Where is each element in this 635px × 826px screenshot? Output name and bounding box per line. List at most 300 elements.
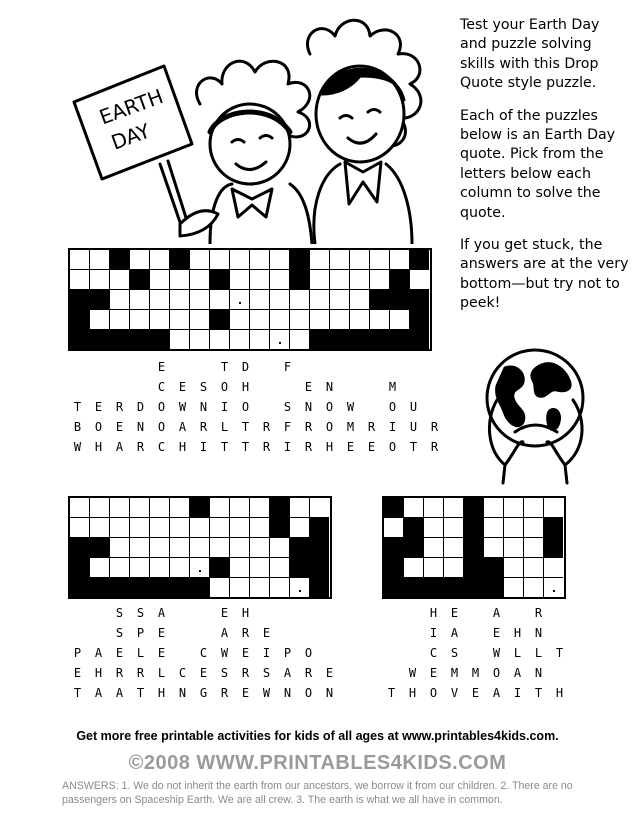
letter-choice: N	[136, 420, 145, 434]
grid-answer-cell[interactable]	[150, 270, 170, 290]
grid-answer-cell[interactable]	[190, 558, 210, 578]
grid-answer-cell[interactable]	[524, 498, 544, 518]
grid-answer-cell[interactable]	[170, 330, 190, 349]
letter-choice: H	[241, 380, 250, 394]
grid-answer-cell[interactable]	[150, 558, 170, 578]
letter-choice: O	[157, 420, 166, 434]
grid-answer-cell[interactable]	[130, 310, 150, 330]
letter-choice: R	[115, 400, 124, 414]
grid-answer-cell[interactable]	[250, 310, 270, 330]
grid-block-cell	[190, 498, 210, 518]
grid-answer-cell[interactable]	[230, 270, 250, 290]
grid-answer-cell[interactable]	[444, 538, 464, 558]
grid-block-cell	[110, 330, 130, 349]
letter-choice	[67, 606, 88, 620]
letter-choice: O	[325, 420, 334, 434]
letter-choice	[361, 360, 382, 374]
grid-answer-cell[interactable]	[210, 518, 230, 538]
letter-choice: H	[178, 440, 187, 454]
grid-answer-cell[interactable]	[170, 310, 190, 330]
grid-answer-cell[interactable]	[424, 518, 444, 538]
letter-choice: U	[409, 420, 418, 434]
grid-block-cell	[464, 558, 484, 578]
grid-answer-cell[interactable]	[350, 270, 370, 290]
letter-choice: E	[94, 400, 103, 414]
grid-block-cell	[464, 538, 484, 558]
letter-choice: T	[555, 646, 564, 660]
letter-choice: E	[325, 666, 334, 680]
grid-answer-cell[interactable]	[424, 558, 444, 578]
letter-choice	[88, 626, 109, 640]
letter-choice	[172, 646, 193, 660]
sign-text-line2: DAY	[107, 118, 154, 155]
letter-choice	[172, 626, 193, 640]
grid-answer-cell[interactable]	[270, 290, 290, 310]
letter-choice: R	[534, 606, 543, 620]
letter-choice: A	[283, 666, 292, 680]
letter-choice	[193, 606, 214, 620]
grid-answer-cell[interactable]	[444, 498, 464, 518]
letter-choice	[381, 606, 402, 620]
letter-choice: T	[387, 686, 396, 700]
grid-answer-cell[interactable]	[250, 330, 270, 349]
letter-choice	[381, 646, 402, 660]
grid-answer-cell[interactable]	[170, 518, 190, 538]
letter-choice: T	[241, 420, 250, 434]
intro-paragraph-2: Each of the puzzles below is an Earth Day quote. Pick from the letters below each column to solve the quote.	[460, 107, 616, 221]
grid-answer-cell[interactable]	[504, 538, 524, 558]
grid-answer-cell[interactable]	[250, 290, 270, 310]
grid-answer-cell[interactable]	[484, 498, 504, 518]
grid-block-cell	[350, 330, 370, 349]
grid-block-cell	[384, 578, 404, 597]
letter-choice: N	[534, 626, 543, 640]
grid-answer-cell[interactable]	[270, 558, 290, 578]
letter-choice	[403, 380, 424, 394]
grid-answer-cell[interactable]	[130, 250, 150, 270]
grid-answer-cell[interactable]	[110, 310, 130, 330]
grid-answer-cell[interactable]	[190, 538, 210, 558]
letter-choice: I	[220, 400, 229, 414]
letter-choice: R	[199, 420, 208, 434]
grid-answer-cell[interactable]	[330, 250, 350, 270]
grid-answer-cell[interactable]	[150, 310, 170, 330]
grid-block-cell	[404, 578, 424, 597]
letter-choice: R	[262, 440, 271, 454]
grid-block-cell	[384, 558, 404, 578]
letter-choice: A	[178, 420, 187, 434]
grid-answer-cell[interactable]	[90, 250, 110, 270]
grid-answer-cell[interactable]	[350, 310, 370, 330]
letter-row	[67, 623, 340, 643]
letter-choice: N	[325, 686, 334, 700]
letter-choice: O	[304, 646, 313, 660]
letter-row	[381, 603, 570, 623]
grid-answer-cell[interactable]	[504, 578, 524, 597]
letter-choice: R	[430, 420, 439, 434]
grid-answer-cell[interactable]	[70, 518, 90, 538]
letter-choice: R	[136, 666, 145, 680]
grid-answer-cell[interactable]	[484, 538, 504, 558]
grid-answer-cell[interactable]	[90, 498, 110, 518]
grid-block-cell	[544, 538, 563, 558]
letter-choice: T	[220, 360, 229, 374]
grid-answer-cell[interactable]	[250, 250, 270, 270]
letter-choice: E	[157, 646, 166, 660]
grid-answer-cell[interactable]	[544, 578, 563, 597]
letter-choice: L	[157, 666, 166, 680]
grid-answer-cell[interactable]	[270, 310, 290, 330]
puzzle-grid	[382, 496, 566, 599]
grid-answer-cell[interactable]	[424, 538, 444, 558]
grid-block-cell	[70, 310, 90, 330]
grid-block-cell	[310, 558, 329, 578]
grid-answer-cell[interactable]	[110, 538, 130, 558]
letter-choice: E	[178, 380, 187, 394]
grid-answer-cell[interactable]	[130, 498, 150, 518]
letter-choice: O	[157, 400, 166, 414]
letter-choice	[319, 626, 340, 640]
grid-answer-cell[interactable]	[330, 310, 350, 330]
letter-choice: S	[450, 646, 459, 660]
grid-answer-cell[interactable]	[230, 538, 250, 558]
grid-block-cell	[270, 518, 290, 538]
grid-answer-cell[interactable]	[250, 518, 270, 538]
letter-choice: R	[430, 440, 439, 454]
letter-choice: T	[241, 440, 250, 454]
grid-answer-cell[interactable]	[250, 270, 270, 290]
grid-block-cell	[410, 330, 429, 349]
letter-choice	[403, 360, 424, 374]
grid-answer-cell[interactable]	[110, 270, 130, 290]
puzzle-grid	[68, 248, 432, 351]
grid-answer-cell[interactable]	[370, 250, 390, 270]
grid-answer-cell[interactable]	[250, 578, 270, 597]
grid-block-cell	[130, 270, 150, 290]
letter-choice	[298, 606, 319, 620]
letter-choice: S	[136, 606, 145, 620]
grid-answer-cell[interactable]	[150, 498, 170, 518]
letter-choice: W	[73, 440, 82, 454]
grid-answer-cell[interactable]	[150, 290, 170, 310]
grid-answer-cell[interactable]	[210, 498, 230, 518]
letter-choice: A	[94, 646, 103, 660]
grid-block-cell	[464, 498, 484, 518]
letter-choice	[256, 400, 277, 414]
letter-choice: F	[283, 360, 292, 374]
grid-answer-cell[interactable]	[424, 498, 444, 518]
grid-answer-cell[interactable]	[370, 310, 390, 330]
grid-answer-cell[interactable]	[270, 578, 290, 597]
grid-answer-cell[interactable]	[390, 250, 410, 270]
grid-answer-cell[interactable]	[310, 310, 330, 330]
grid-answer-cell[interactable]	[230, 290, 250, 310]
grid-answer-cell[interactable]	[150, 250, 170, 270]
letter-choice: O	[304, 686, 313, 700]
grid-answer-cell[interactable]	[230, 498, 250, 518]
letter-row	[381, 643, 570, 663]
grid-answer-cell[interactable]	[170, 558, 190, 578]
grid-answer-cell[interactable]	[230, 578, 250, 597]
grid-block-cell	[390, 330, 410, 349]
letter-choice: W	[346, 400, 355, 414]
letter-choice: L	[220, 420, 229, 434]
grid-answer-cell[interactable]	[290, 578, 310, 597]
grid-answer-cell[interactable]	[350, 290, 370, 310]
letter-choice: A	[115, 686, 124, 700]
grid-answer-cell[interactable]	[310, 290, 330, 310]
letter-choice: S	[115, 626, 124, 640]
grid-answer-cell[interactable]	[210, 290, 230, 310]
grid-answer-cell[interactable]	[370, 270, 390, 290]
grid-answer-cell[interactable]	[190, 250, 210, 270]
letter-choice: R	[241, 666, 250, 680]
grid-block-cell	[464, 518, 484, 538]
grid-answer-cell[interactable]	[170, 270, 190, 290]
grid-answer-cell[interactable]	[190, 330, 210, 349]
grid-answer-cell[interactable]	[150, 538, 170, 558]
letter-choice: L	[534, 646, 543, 660]
grid-block-cell	[410, 290, 429, 310]
grid-answer-cell[interactable]	[524, 538, 544, 558]
letter-choice: N	[199, 400, 208, 414]
grid-answer-cell[interactable]	[310, 498, 329, 518]
grid-answer-cell[interactable]	[250, 558, 270, 578]
grid-answer-cell[interactable]	[230, 558, 250, 578]
letter-choice: W	[178, 400, 187, 414]
letter-choice: E	[241, 686, 250, 700]
grid-answer-cell[interactable]	[270, 538, 290, 558]
grid-answer-cell[interactable]	[524, 558, 544, 578]
grid-answer-cell[interactable]	[350, 250, 370, 270]
grid-answer-cell[interactable]	[384, 518, 404, 538]
letter-choice: T	[534, 686, 543, 700]
grid-answer-cell[interactable]	[444, 558, 464, 578]
grid-answer-cell[interactable]	[70, 250, 90, 270]
grid-block-cell	[70, 290, 90, 310]
letter-choice: E	[471, 686, 480, 700]
letter-choice	[298, 360, 319, 374]
grid-answer-cell[interactable]	[230, 330, 250, 349]
grid-answer-cell[interactable]	[170, 498, 190, 518]
grid-block-cell	[484, 558, 504, 578]
grid-answer-cell[interactable]	[170, 538, 190, 558]
grid-block-cell	[410, 250, 429, 270]
grid-answer-cell[interactable]	[544, 498, 563, 518]
letter-choice: E	[241, 646, 250, 660]
letter-choice: H	[94, 666, 103, 680]
grid-answer-cell[interactable]	[210, 250, 230, 270]
grid-answer-cell[interactable]	[410, 270, 429, 290]
grid-answer-cell[interactable]	[110, 558, 130, 578]
letter-columns	[67, 603, 340, 703]
letter-choice: I	[283, 440, 292, 454]
letter-choice	[130, 360, 151, 374]
grid-answer-cell[interactable]	[190, 310, 210, 330]
letter-choice: O	[325, 400, 334, 414]
letter-choice: H	[555, 686, 564, 700]
letter-choice	[361, 400, 382, 414]
letter-choice	[402, 646, 423, 660]
grid-answer-cell[interactable]	[484, 518, 504, 538]
letter-choice	[256, 606, 277, 620]
grid-answer-cell[interactable]	[90, 518, 110, 538]
letter-choice	[67, 380, 88, 394]
grid-answer-cell[interactable]	[270, 270, 290, 290]
grid-block-cell	[130, 578, 150, 597]
grid-answer-cell[interactable]	[210, 330, 230, 349]
letter-choice: R	[367, 420, 376, 434]
letter-choice	[109, 360, 130, 374]
grid-answer-cell[interactable]	[210, 578, 230, 597]
grid-answer-cell[interactable]	[90, 558, 110, 578]
letter-choice: E	[429, 666, 438, 680]
letter-choice: I	[262, 646, 271, 660]
letter-choice: M	[388, 380, 397, 394]
letter-choice	[88, 360, 109, 374]
grid-answer-cell[interactable]	[130, 518, 150, 538]
grid-answer-cell[interactable]	[130, 290, 150, 310]
letter-choice	[298, 626, 319, 640]
earth-day-sign	[74, 66, 192, 228]
grid-answer-cell[interactable]	[90, 310, 110, 330]
letter-choice: O	[220, 380, 229, 394]
grid-block-cell	[190, 578, 210, 597]
letter-choice: T	[73, 400, 82, 414]
grid-answer-cell[interactable]	[404, 558, 424, 578]
letter-choice: A	[492, 686, 501, 700]
grid-answer-cell[interactable]	[130, 558, 150, 578]
grid-answer-cell[interactable]	[250, 538, 270, 558]
letter-choice	[319, 360, 340, 374]
letter-choice: V	[450, 686, 459, 700]
grid-answer-cell[interactable]	[230, 518, 250, 538]
grid-block-cell	[210, 310, 230, 330]
letter-choice	[340, 360, 361, 374]
grid-block-cell	[210, 270, 230, 290]
grid-answer-cell[interactable]	[70, 498, 90, 518]
grid-answer-cell[interactable]	[150, 518, 170, 538]
grid-answer-cell[interactable]	[250, 498, 270, 518]
letter-choice	[67, 626, 88, 640]
letter-choice	[256, 360, 277, 374]
letter-choice: E	[115, 646, 124, 660]
letter-choice: A	[513, 666, 522, 680]
grid-answer-cell[interactable]	[524, 578, 544, 597]
grid-answer-cell[interactable]	[270, 330, 290, 349]
letter-choice: W	[492, 646, 501, 660]
grid-answer-cell[interactable]	[330, 290, 350, 310]
grid-block-cell	[330, 330, 350, 349]
grid-answer-cell[interactable]	[110, 290, 130, 310]
grid-answer-cell[interactable]	[504, 558, 524, 578]
grid-answer-cell[interactable]	[310, 270, 330, 290]
grid-answer-cell[interactable]	[190, 270, 210, 290]
grid-answer-cell[interactable]	[524, 518, 544, 538]
grid-answer-cell[interactable]	[230, 310, 250, 330]
grid-answer-cell[interactable]	[190, 290, 210, 310]
letter-choice	[277, 380, 298, 394]
letter-row	[67, 663, 340, 683]
grid-answer-cell[interactable]	[290, 498, 310, 518]
grid-answer-cell[interactable]	[404, 498, 424, 518]
letter-choice: R	[262, 420, 271, 434]
letter-choice	[424, 360, 445, 374]
grid-answer-cell[interactable]	[90, 270, 110, 290]
grid-block-cell	[370, 290, 390, 310]
letter-choice: C	[157, 380, 166, 394]
grid-block-cell	[290, 558, 310, 578]
letter-choice: G	[199, 686, 208, 700]
letter-choice: W	[408, 666, 417, 680]
grid-answer-cell[interactable]	[444, 518, 464, 538]
letter-choice	[277, 626, 298, 640]
letter-choice	[319, 606, 340, 620]
grid-answer-cell[interactable]	[130, 538, 150, 558]
letter-choice	[88, 606, 109, 620]
letter-row	[67, 603, 340, 623]
letter-choice: S	[283, 400, 292, 414]
grid-answer-cell[interactable]	[544, 558, 563, 578]
letter-choice: O	[241, 400, 250, 414]
grid-block-cell	[384, 498, 404, 518]
grid-answer-cell[interactable]	[270, 250, 290, 270]
grid-block-cell	[390, 270, 410, 290]
letter-choice: A	[492, 606, 501, 620]
grid-block-cell	[290, 538, 310, 558]
letter-row	[67, 377, 445, 397]
grid-answer-cell[interactable]	[290, 330, 310, 349]
grid-answer-cell[interactable]	[310, 250, 330, 270]
grid-answer-cell[interactable]	[170, 290, 190, 310]
intro-paragraph-3: If you get stuck, the answers are at the very bottom—but try not to peek!	[460, 237, 629, 312]
letter-choice: A	[157, 606, 166, 620]
letter-choice: P	[283, 646, 292, 660]
sign-text-line1: EARTH	[96, 84, 167, 130]
letter-choice: E	[304, 380, 313, 394]
letter-choice: M	[450, 666, 459, 680]
copyright-text: ©2008 WWW.PRINTABLES4KIDS.COM	[128, 752, 507, 774]
letter-choice: C	[157, 440, 166, 454]
letter-choice: S	[220, 666, 229, 680]
grid-answer-cell[interactable]	[504, 498, 524, 518]
letter-choice	[424, 400, 445, 414]
letter-choice: R	[136, 440, 145, 454]
grid-answer-cell[interactable]	[110, 518, 130, 538]
letter-choice	[381, 626, 402, 640]
grid-block-cell	[70, 558, 90, 578]
grid-answer-cell[interactable]	[110, 498, 130, 518]
letter-choice: W	[220, 646, 229, 660]
grid-block-cell	[70, 578, 90, 597]
grid-answer-cell[interactable]	[290, 290, 310, 310]
grid-block-cell	[90, 538, 110, 558]
grid-block-cell	[544, 518, 563, 538]
letter-choice: T	[220, 440, 229, 454]
grid-answer-cell[interactable]	[504, 518, 524, 538]
grid-answer-cell[interactable]	[390, 310, 410, 330]
letter-choice: E	[157, 626, 166, 640]
grid-answer-cell[interactable]	[330, 270, 350, 290]
letter-columns	[381, 603, 570, 703]
grid-answer-cell[interactable]	[210, 538, 230, 558]
grid-answer-cell[interactable]	[290, 518, 310, 538]
grid-answer-cell[interactable]	[70, 270, 90, 290]
grid-answer-cell[interactable]	[230, 250, 250, 270]
grid-answer-cell[interactable]	[290, 310, 310, 330]
grid-answer-cell[interactable]	[190, 518, 210, 538]
letter-choice: T	[409, 440, 418, 454]
